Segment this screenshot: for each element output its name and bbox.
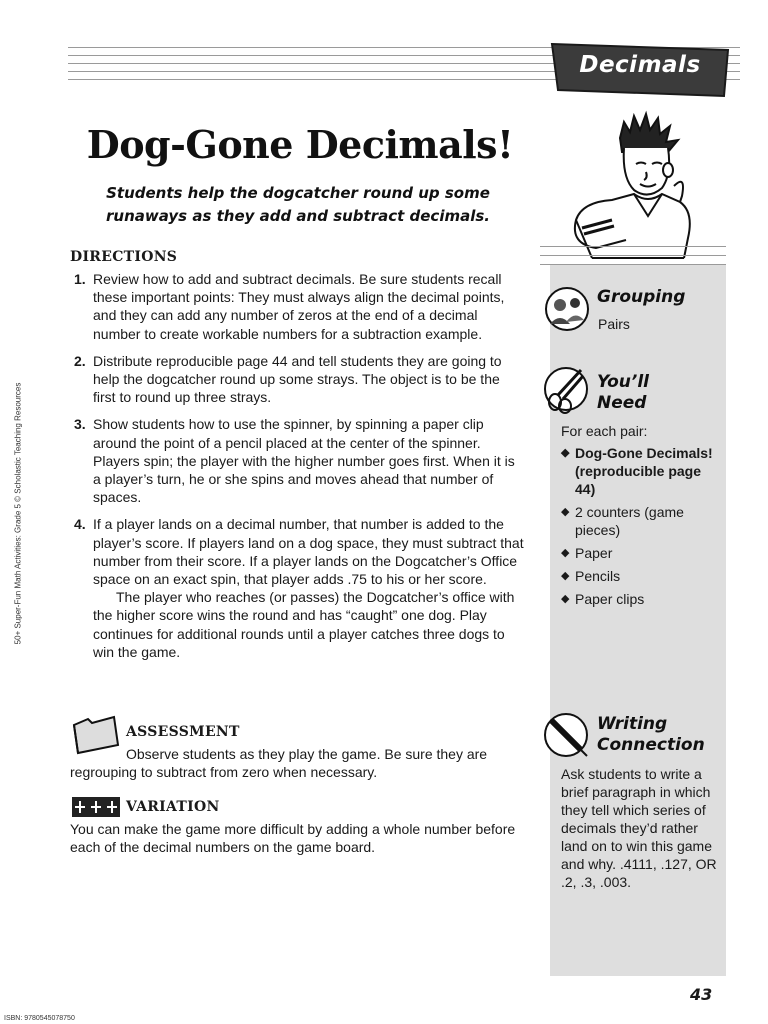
subtitle-line: Students help the dogcatcher round up some (106, 184, 490, 202)
sidebar-rule (540, 264, 726, 265)
list-item (561, 567, 723, 585)
list-item-text: Paper (575, 545, 613, 561)
assessment-line: Observe students as they play the game. Be sure they are (126, 746, 488, 762)
step-text: Review how to add and subtract decimals. Be sure students recall these important points: They must always align the decimal points, and they can add any number of zeros at the end of a decimal number to create workable numbers for a subtraction example. (93, 271, 505, 342)
step-number: 1. (74, 271, 86, 287)
variation-icon (72, 797, 120, 822)
grouping-title: Grouping (597, 287, 686, 307)
boy-illustration (562, 108, 712, 260)
list-item (70, 515, 526, 661)
writing-title-line: Connection (597, 735, 705, 755)
list-item (70, 352, 526, 407)
section-tab (548, 40, 732, 98)
subtitle-line: runaways as they add and subtract decimals. (106, 207, 490, 225)
tab-label: Decimals (579, 52, 701, 78)
page-subtitle (104, 182, 492, 228)
need-intro: For each pair: (561, 423, 648, 439)
list-item (561, 444, 723, 498)
step-text: The player who reaches (or passes) the Dogcatcher’s office with the higher score wins the round and has “caught” one dog. Play continues for additional rounds until a player catches three dogs to win the game. (93, 589, 515, 660)
scissors-icon (543, 364, 589, 410)
diamond-bullet-icon: ◆ (561, 570, 570, 582)
writing-text: Ask students to write a brief paragraph in which they tell which series of decimals they’d rather land on to win this game and why. .4111, .127, OR .2, .3, .003. (561, 766, 717, 890)
grouping-text: Pairs (598, 316, 630, 332)
page-number: 43 (690, 985, 713, 1004)
list-item (561, 503, 723, 539)
assessment-heading: ASSESSMENT (126, 724, 240, 740)
variation-text: You can make the game more difficult by adding a whole number before each of the decimal numbers on the game board. (70, 821, 516, 856)
assessment-line: regrouping to subtract from zero when necessary. (70, 764, 378, 781)
isbn-text: ISBN: 9780545078750 (4, 1015, 75, 1022)
list-item-text: 2 counters (game pieces) (575, 504, 684, 538)
sidebar-rule (540, 246, 726, 247)
list-item-text: Paper clips (575, 591, 645, 607)
list-item-text: Pencils (575, 568, 621, 584)
need-list (561, 444, 723, 613)
list-item (561, 544, 723, 562)
group-icon (544, 286, 590, 332)
need-title (597, 372, 649, 414)
directions-heading: DIRECTIONS (70, 249, 178, 265)
assessment-text (70, 745, 530, 781)
step-number: 2. (74, 352, 86, 369)
diamond-bullet-icon: ◆ (561, 447, 570, 459)
diamond-bullet-icon: ◆ (561, 547, 570, 559)
step-text: Distribute reproducible page 44 and tell students they are going to help the dogcatcher round up some strays. The object is to be the first to round up three strays. (93, 352, 502, 406)
directions-list (70, 270, 526, 670)
step-number: 3. (74, 416, 86, 433)
step-number: 4. (74, 516, 86, 533)
side-credit: 50+ Super-Fun Math Activities: Grade 5 © Scholastic Teaching Resources (13, 382, 23, 645)
list-item (70, 415, 526, 506)
step-text: Show students how to use the spinner, by spinning a paper clip around the point of a pencil placed at the center of the spinner. Players spin; the player with the higher number goes first. When it is a player’s turn, he or she spins and moves ahead that number of spaces. (93, 416, 515, 506)
variation-heading: VARIATION (126, 799, 220, 815)
need-title-line: Need (597, 393, 647, 413)
list-item (70, 270, 526, 343)
need-title-line: You’ll (597, 372, 650, 392)
step-text: If a player lands on a decimal number, that number is added to the player’s score. If players land on a dog space, they must subtract that number from their score. If a player lands on the Dogcatcher’s Office space on an exact spin, that player adds .75 to his or her score. (93, 516, 524, 588)
list-item-text: Dog-Gone Decimals! (reproducible page 44) (575, 445, 713, 497)
pen-icon (543, 710, 589, 756)
diamond-bullet-icon: ◆ (561, 593, 570, 605)
sidebar-rule (540, 255, 726, 256)
page-title: Dog-Gone Decimals! (86, 122, 514, 167)
writing-title (597, 714, 705, 756)
diamond-bullet-icon: ◆ (561, 506, 570, 518)
list-item (561, 590, 723, 608)
writing-title-line: Writing (597, 714, 668, 734)
